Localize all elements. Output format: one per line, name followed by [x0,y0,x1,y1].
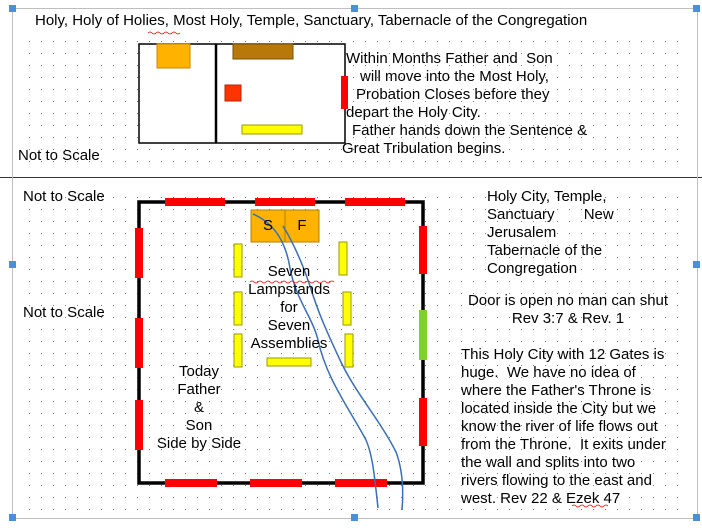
city-title-line: Congregation [487,260,578,277]
city-description-line: the wall and splits into two [461,454,636,471]
lampstand-label-line: Lampstands [248,281,330,298]
today-label-line: Father [177,381,221,398]
bottom-scale-label-2: Not to Scale [23,304,105,321]
resize-handle-top-left[interactable] [9,5,16,12]
bottom-scale-label-1: Not to Scale [23,188,105,205]
door-note-line: Rev 3:7 & Rev. 1 [511,310,625,327]
top-note-line: depart the Holy City. [346,104,481,121]
resize-handle-top-right[interactable] [693,5,700,12]
today-label-line: & [193,399,204,416]
resize-handle-bottom-left[interactable] [9,514,16,521]
top-title: Holy, Holy of Holies, Most Holy, Temple, Sanctuary, Tabernacle of the Congregation [35,12,588,29]
city-description-line: west. Rev 22 & Ezek 47 [461,490,621,507]
resize-handle-bottom-center[interactable] [351,514,358,521]
today-label-line: Today [178,363,220,380]
city-description-line: This Holy City with 12 Gates is [461,346,665,363]
city-description [461,346,691,508]
city-description-line: huge. We have no idea of [461,364,636,381]
throne-father-label: F [297,217,307,234]
lampstand-label [238,263,340,353]
lampstand-label-line: Assemblies [250,335,328,352]
top-note-line: will move into the Most Holy, [360,68,549,85]
lampstand-label-line: Seven [267,263,311,280]
resize-handle-middle-right[interactable] [693,261,700,268]
throne-son-label: S [262,217,273,234]
city-description-line: rivers flowing to the east and [461,472,652,489]
top-scale-label: Not to Scale [18,147,100,164]
today-label-line: Son [185,417,213,434]
resize-handle-bottom-right[interactable] [693,514,700,521]
city-description-line: located inside the City but we [461,400,657,417]
resize-handle-middle-left[interactable] [9,261,16,268]
top-note-line: Probation Closes before they [356,86,550,103]
today-label [148,363,250,453]
lampstand-label-line: Seven [267,317,311,334]
city-title [487,188,667,278]
top-note-line: Great Tribulation begins. [342,140,506,157]
city-title-line: Tabernacle of the [487,242,603,259]
today-label-line: Side by Side [156,435,242,452]
city-description-line: from the Throne. It exits under [461,436,666,453]
city-title-line: Sanctuary New [487,206,614,223]
resize-handle-top-center[interactable] [351,5,358,12]
top-note [340,50,620,158]
city-title-line: Holy City, Temple, [487,188,607,205]
city-description-line: know the river of life flows out [461,418,658,435]
lampstand-label-line: for [280,299,298,316]
door-note [448,292,688,328]
door-note-line: Door is open no man can shut [467,292,669,309]
top-note-line: Father hands down the Sentence & [352,122,588,139]
city-description-line: where the Father's Throne is [461,382,652,399]
city-title-line: Jerusalem [487,224,557,241]
top-note-line: Within Months Father and Son [346,50,553,67]
